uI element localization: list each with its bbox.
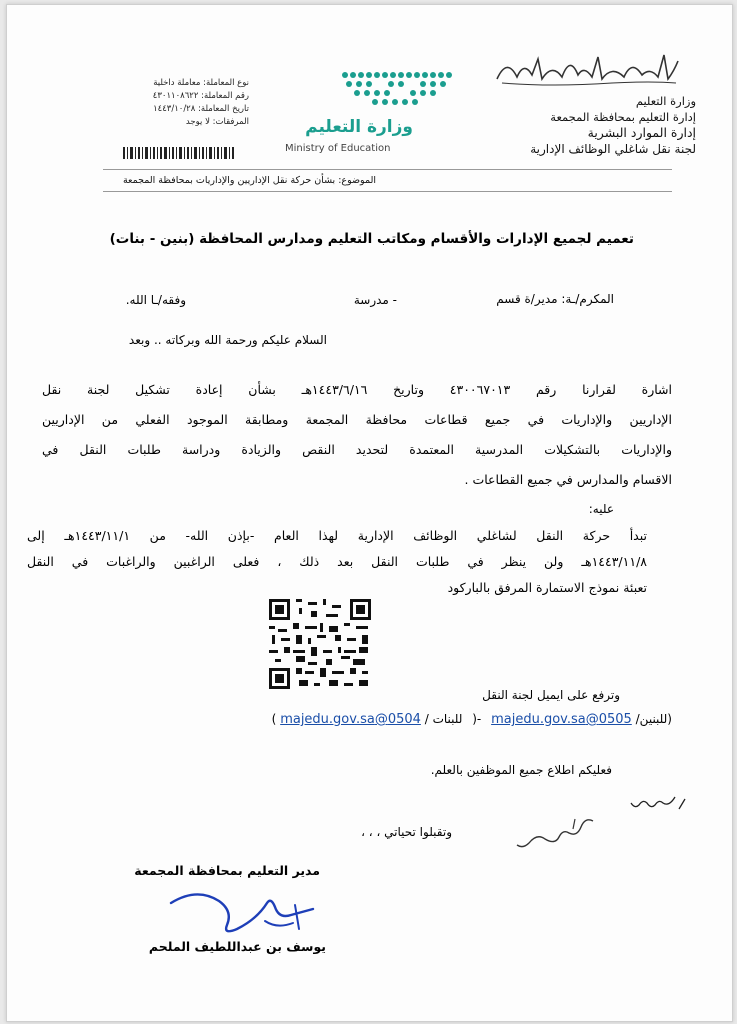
signature-icon: [167, 885, 317, 940]
transaction-type: نوع المعاملة: معاملة داخلية: [153, 78, 249, 88]
logo-english-text: Ministry of Education: [285, 143, 391, 154]
qr-code-icon[interactable]: [269, 599, 371, 689]
ministry-logo: [279, 67, 459, 159]
admin-label: إدارة التعليم بمحافظة المجمعة: [550, 110, 696, 124]
emails-row: [272, 712, 672, 727]
paragraph-line: الاقسام والمدارس في جميع القطاعات .: [464, 472, 672, 487]
greeting-to: المكرم/ـة: مدير/ة قسم: [496, 292, 614, 306]
logo-arabic-text: وزارة التعليم: [305, 117, 413, 137]
paragraph-line: والإداريات بالتشكيلات المدرسية المعتمدة لتحديد النقص والزيادة ودراسة طلبات النقل في: [42, 442, 672, 457]
handwritten-initial-icon: [515, 815, 597, 853]
ministry-label: وزارة التعليم: [635, 94, 696, 108]
raise-line: وترفع على ايميل لجنة النقل: [482, 688, 620, 702]
greeting-school: - مدرسة: [353, 293, 397, 307]
details-line: ١٤٤٣/١١/٨هـ ولن ينظر في طلبات النقل بعد ذلك ، فعلى الراغبين والراغبات في النقل: [27, 554, 647, 569]
transaction-date: تاريخ المعاملة: ١٤٤٣/١٠/٢٨: [153, 104, 249, 114]
attachments: المرفقات: لا يوجد: [185, 117, 249, 127]
boys-close: -(: [472, 712, 482, 726]
regards-line: وتقبلوا تحياتي ، ، ،: [361, 825, 452, 839]
circular-title: تعميم لجميع الإدارات والأقسام ومكاتب التعليم ومدارس المحافظة (بنين - بنات): [109, 231, 634, 247]
header-right: [530, 93, 696, 157]
hr-label: إدارة الموارد البشرية: [587, 125, 696, 140]
girls-email-link[interactable]: 0504@majedu.gov.sa: [280, 712, 421, 727]
transfer-details: [27, 523, 647, 601]
kingdom-calligraphy-logo: [492, 49, 682, 89]
details-line: تبدأ حركة النقل لشاغلي الوظائف الإدارية لهذا العام -بإذن الله- من ١٤٤٣/١١/١هـ إلى: [27, 528, 647, 543]
signatory-title: مدير التعليم بمحافظة المجمعة: [134, 863, 320, 878]
girls-close: ): [271, 712, 277, 726]
salam-line: السلام عليكم ورحمة الله وبركاته .. وبعد: [128, 333, 327, 347]
handwritten-note-icon: [629, 793, 689, 813]
alayh-label: عليه:: [588, 502, 614, 516]
letter-page: [6, 4, 733, 1022]
barcode-icon: [123, 147, 235, 159]
paragraph-line: الإداريين والإداريات في جميع قطاعات محافظة المجمعة ومطابقة الموجود الفعلي من الإداريين: [42, 412, 672, 427]
greeting-god: وفقه/ـا الله.: [125, 293, 186, 307]
header-left: [119, 77, 249, 129]
header-divider-bottom: [103, 191, 672, 192]
header-divider-top: [103, 169, 672, 170]
details-line: تعبئة نموذج الاستمارة المرفق بالباركود: [447, 580, 647, 595]
subject-line: الموضوع: بشأن حركة نقل الإداريين والإداريات بمحافظة المجمعة: [122, 175, 376, 186]
paragraph-line: اشارة لقرارنا رقم ٤٣٠٠٦٧٠١٣ وتاريخ ١٤٤٣/٦/١٦هـ بشأن إعادة تشكيل لجنة نقل: [42, 382, 672, 397]
boys-email-link[interactable]: 0505@majedu.gov.sa: [491, 712, 632, 727]
committee-label: لجنة نقل شاغلي الوظائف الإدارية: [530, 142, 696, 156]
boys-label: (للبنين/: [635, 712, 672, 726]
inform-line: فعليكم اطلاع جميع الموظفين بالعلم.: [430, 763, 612, 777]
signatory-name: يوسف بن عبداللطيف الملحم: [148, 939, 326, 954]
transaction-number: رقم المعاملة: ٤٣٠١١٠٨٦٢٢: [152, 91, 249, 101]
girls-label: للبنات /: [424, 712, 463, 726]
main-paragraph: [42, 375, 672, 495]
